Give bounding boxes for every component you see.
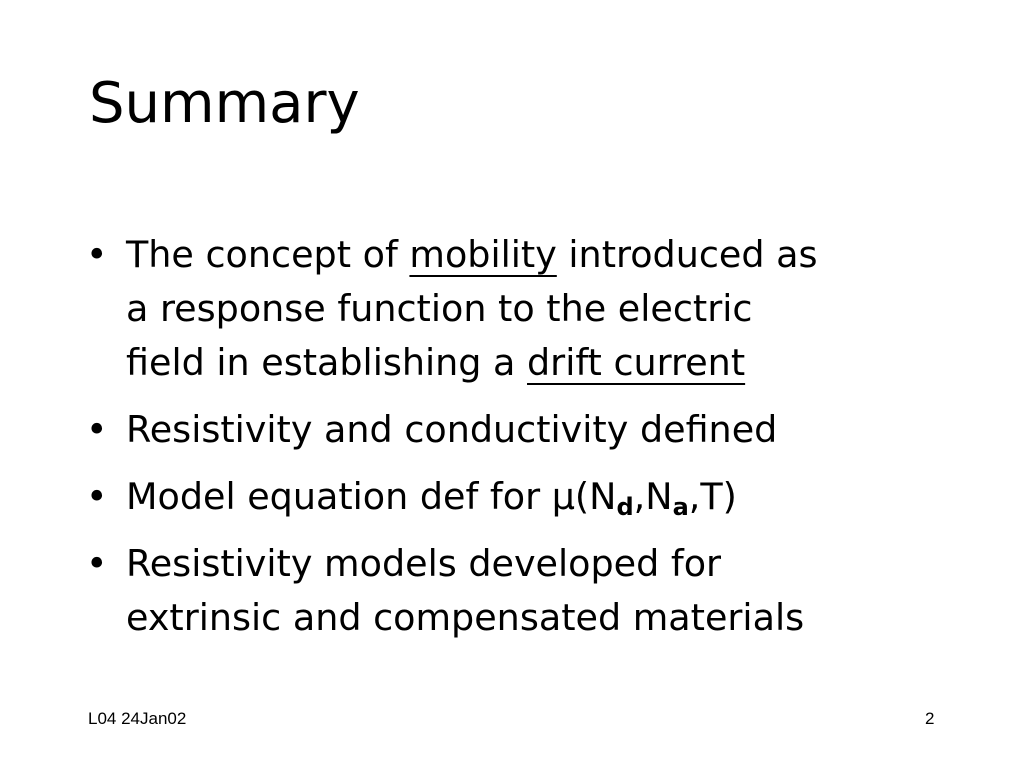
bullet-text: The concept of: [126, 233, 410, 276]
bullet-list: [86, 228, 986, 658]
subscript-a: a: [672, 493, 689, 521]
bullet-item-model-equation: [86, 470, 986, 524]
subscript-d: d: [616, 493, 634, 521]
footer-lecture-date: L04 24Jan02: [88, 709, 187, 728]
bullet-marker: •: [86, 475, 108, 518]
bullet-text: introduced as: [556, 233, 818, 276]
bullet-item-mobility: [86, 228, 986, 390]
bullet-item-resistivity: [86, 403, 986, 457]
bullet-item-resistivity-models: [86, 537, 986, 645]
underlined-term-mobility: mobility: [409, 233, 557, 276]
bullet-text: Resistivity models developed for: [126, 542, 722, 585]
bullet-marker: •: [86, 408, 108, 451]
underlined-term-drift-current: drift current: [527, 341, 746, 384]
bullet-text: field in establishing a: [126, 341, 528, 384]
bullet-marker: •: [86, 233, 108, 276]
bullet-text: a response function to the electric: [126, 287, 753, 330]
bullet-text: ,T): [688, 475, 737, 518]
bullet-marker: •: [86, 542, 108, 585]
bullet-text: Resistivity and conductivity defined: [126, 408, 778, 451]
page-number: 2: [925, 709, 935, 728]
bullet-text: extrinsic and compensated materials: [126, 596, 805, 639]
slide-title: Summary: [89, 71, 360, 136]
bullet-text: ,N: [633, 475, 673, 518]
bullet-text: Model equation def for μ(N: [126, 475, 617, 518]
